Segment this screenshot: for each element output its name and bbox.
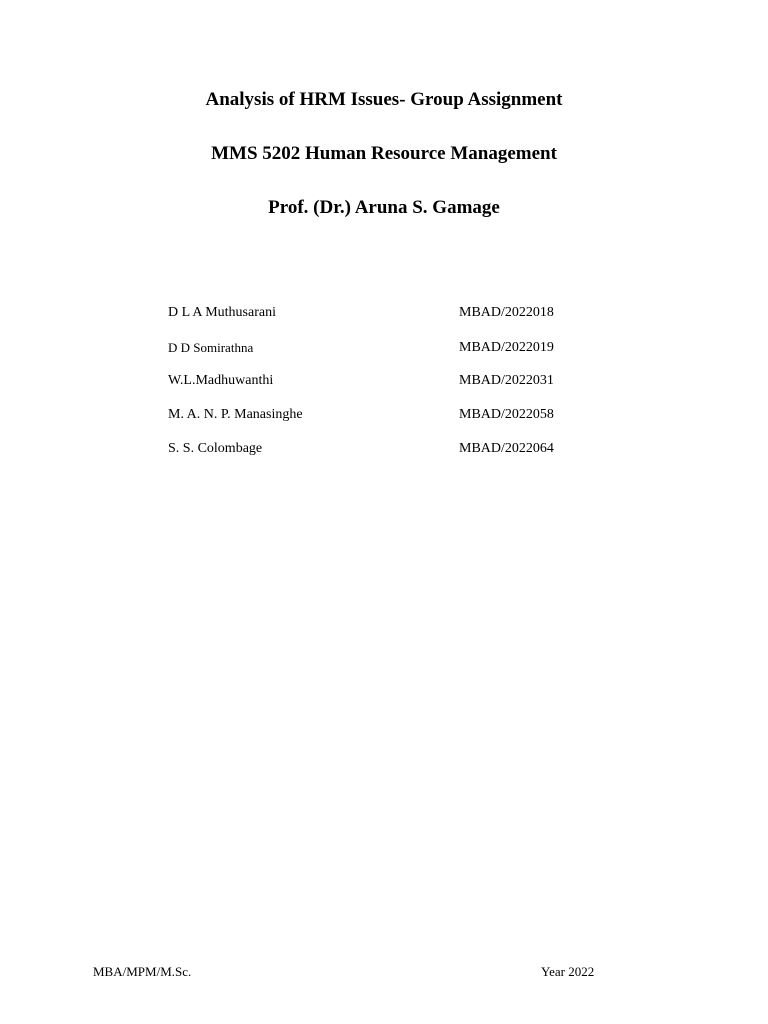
member-name: D L A Muthusarani xyxy=(168,305,276,320)
member-name: M. A. N. P. Manasinghe xyxy=(168,407,303,422)
member-id: MBAD/2022064 xyxy=(459,441,554,456)
member-row xyxy=(168,372,588,406)
member-name: W.L.Madhuwanthi xyxy=(168,373,274,388)
member-row xyxy=(168,304,588,338)
group-members-list xyxy=(168,304,588,474)
member-row xyxy=(168,440,588,474)
member-row xyxy=(168,406,588,440)
lecturer-name: Prof. (Dr.) Aruna S. Gamage xyxy=(268,197,500,218)
program-footer: MBA/MPM/M.Sc. xyxy=(93,964,192,979)
member-id: MBAD/2022018 xyxy=(459,305,554,320)
year-footer: Year 2022 xyxy=(541,964,595,979)
member-id: MBAD/2022058 xyxy=(459,407,554,422)
assignment-title: Analysis of HRM Issues- Group Assignment xyxy=(205,89,563,110)
member-row xyxy=(168,338,588,372)
member-name: S. S. Colombage xyxy=(168,441,263,456)
member-id: MBAD/2022019 xyxy=(459,340,554,355)
course-title: MMS 5202 Human Resource Management xyxy=(211,143,557,164)
member-id: MBAD/2022031 xyxy=(459,373,554,388)
member-name: D D Somirathna xyxy=(168,340,254,355)
